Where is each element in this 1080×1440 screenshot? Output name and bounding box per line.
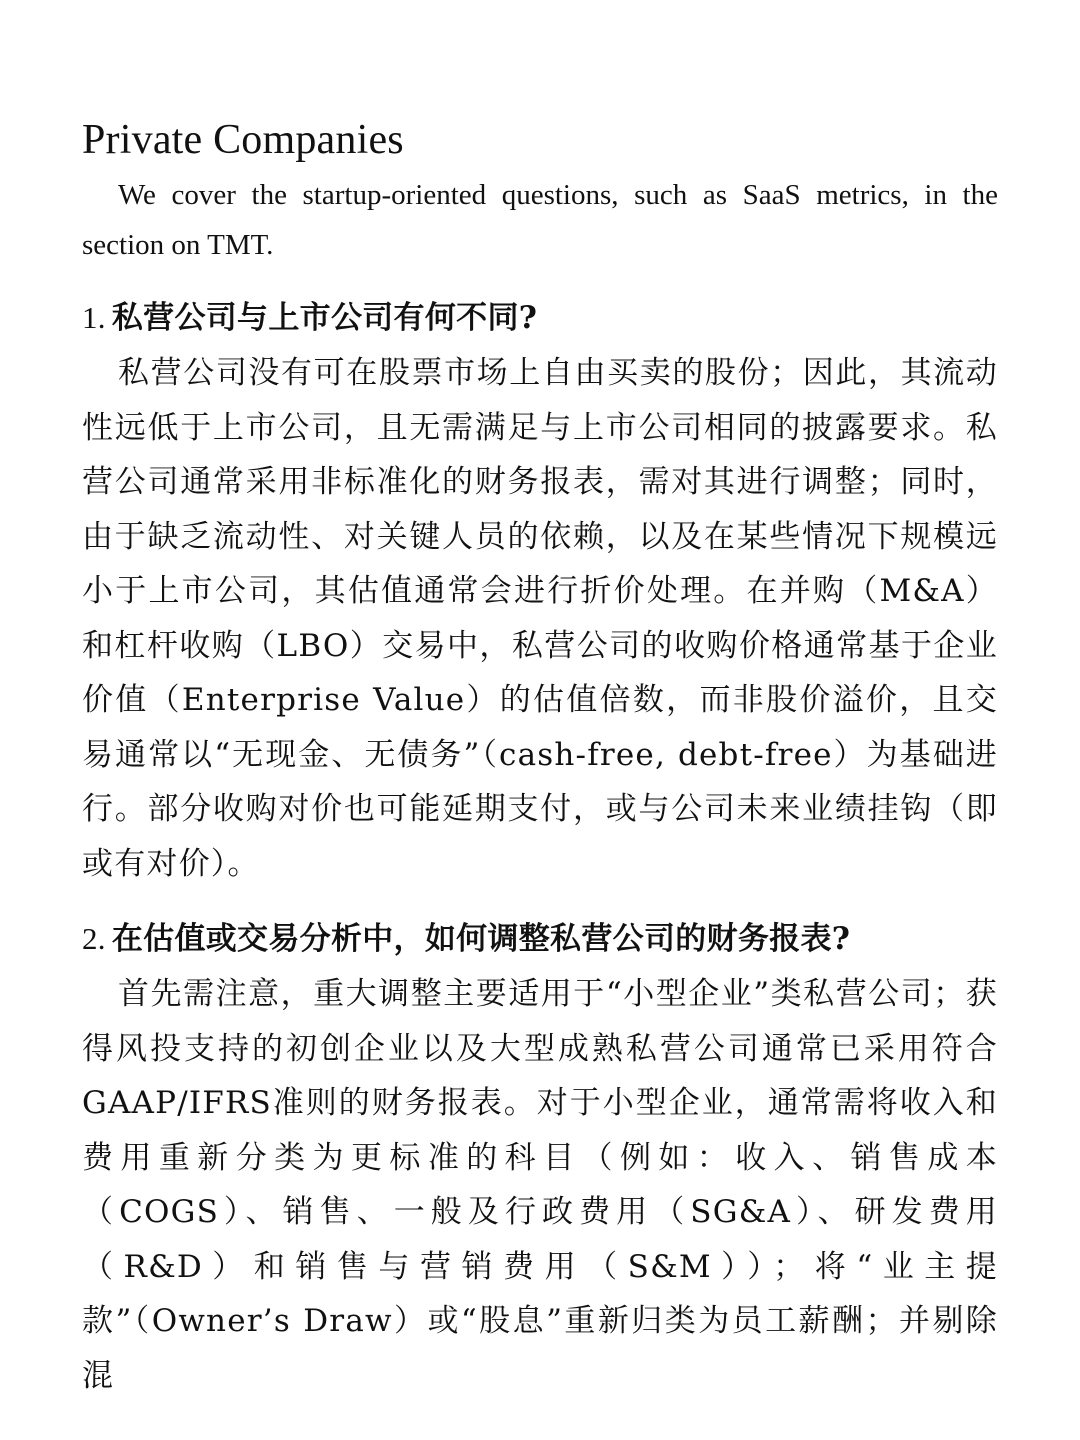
question-heading bbox=[82, 290, 998, 346]
section-intro: We cover the startup-oriented questions, such as SaaS metrics, in the section on TMT. bbox=[82, 179, 998, 261]
question-heading bbox=[82, 911, 998, 967]
question-text: 私营公司与上市公司有何不同? bbox=[111, 300, 538, 336]
question-text: 在估值或交易分析中，如何调整私营公司的财务报表? bbox=[111, 921, 851, 957]
question-block-1 bbox=[82, 290, 998, 891]
page-content bbox=[82, 110, 998, 1403]
section-title: Private Companies bbox=[82, 117, 404, 163]
answer-text: 首先需注意，重大调整主要适用于“小型企业”类私营公司；获得风投支持的初创企业以及大型成熟私营公司通常已采用符合GAAP/IFRS准则的财务报表。对于小型企业，通常需将收入和费用重新分类为更标准的科目（例如：收入、销售成本（COGS）、销售、一般及行政费用（SG&A）、研发费用（R&D）和销售与营销费用（S&M））；将“业主提款”（Owner’s Draw）或“股息”重新归类为员工薪酬；并剔除混 bbox=[82, 976, 998, 1394]
question-block-2 bbox=[82, 911, 998, 1403]
answer-text: 私营公司没有可在股票市场上自由买卖的股份；因此，其流动性远低于上市公司，且无需满足与上市公司相同的披露要求。私营公司通常采用非标准化的财务报表，需对其进行调整；同时，由于缺乏流动性、对关键人员的依赖，以及在某些情况下规模远小于上市公司，其估值通常会进行折价处理。在并购（M&A）和杠杆收购（LBO）交易中，私营公司的收购价格通常基于企业价值（Enterprise Value）的估值倍数，而非股价溢价，且交易通常以“无现金、无债务”（cash-free, debt-free）为基础进行。部分收购对价也可能延期支付，或与公司未来业绩挂钩（即或有对价）。 bbox=[82, 355, 998, 882]
question-number: 1. bbox=[82, 300, 106, 335]
question-number: 2. bbox=[82, 921, 106, 956]
